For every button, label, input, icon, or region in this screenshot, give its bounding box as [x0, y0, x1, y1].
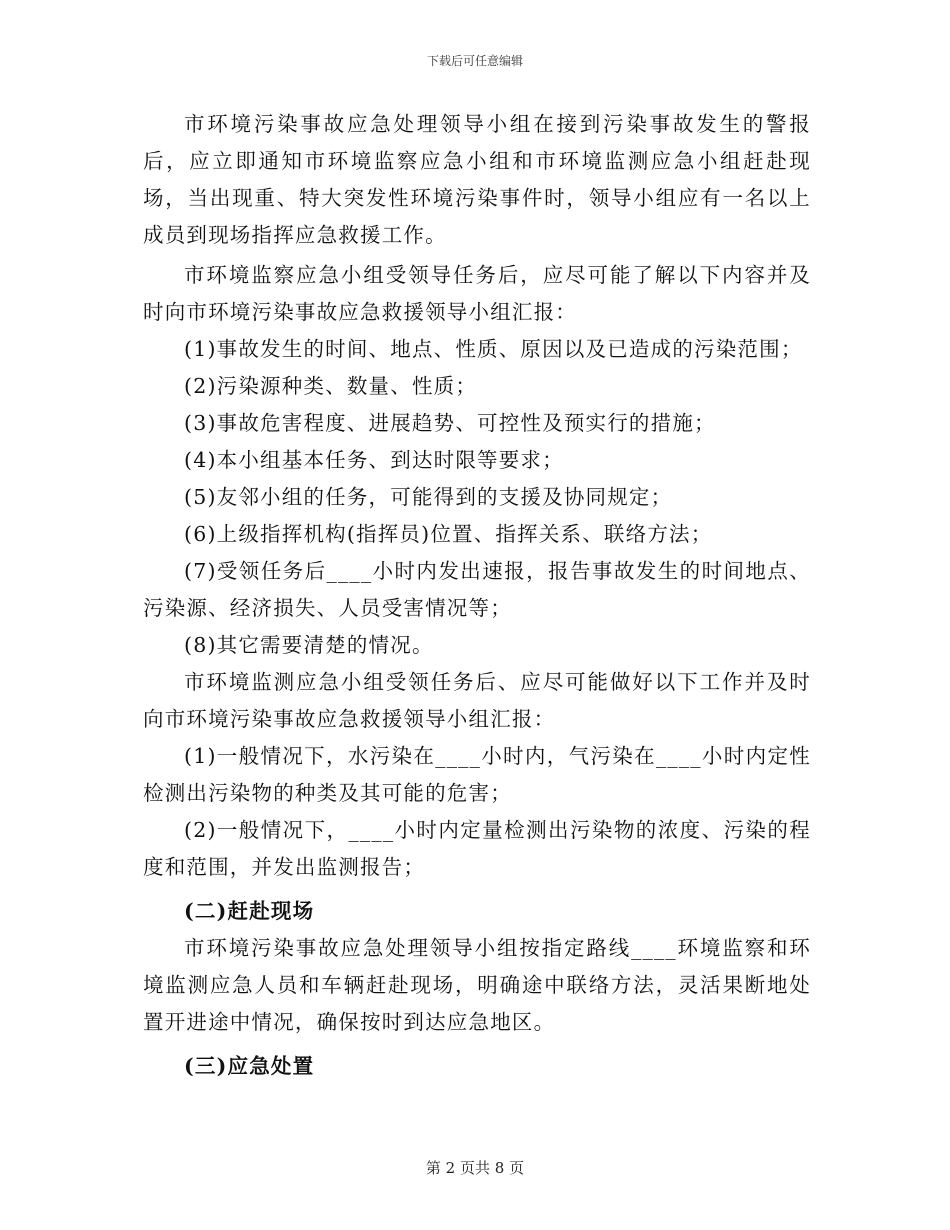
list-item: (7)受领任务后____小时内发出速报，报告事故发生的时间地点、污染源、经济损失、人员受害情况等； [143, 559, 811, 620]
paragraph-supervision-tasks: 市环境监察应急小组受领导任务后，应尽可能了解以下内容并及时向市环境污染事故应急救援领导小组汇报： [143, 263, 811, 324]
list-item: (1)一般情况下，水污染在____小时内，气污染在____小时内定性检测出污染物的种类及其可能的危害； [143, 744, 811, 805]
list-item: (3)事故危害程度、进展趋势、可控性及预实行的措施； [184, 411, 716, 435]
list-item: (5)友邻小组的任务，可能得到的支援及协同规定； [184, 485, 673, 509]
page-header: 下载后可任意编辑 [426, 54, 523, 68]
page-number: 第 2 页共 8 页 [425, 1159, 525, 1177]
list-item: (1)事故发生的时间、地点、性质、原因以及已造成的污染范围； [184, 337, 803, 361]
list-item: (8)其它需要清楚的情况。 [184, 633, 434, 657]
paragraph-monitoring-tasks: 市环境监测应急小组受领任务后、应尽可能做好以下工作并及时向市环境污染事故应急救援领导小组汇报： [143, 670, 811, 731]
paragraph-rush-to-scene: 市环境污染事故应急处理领导小组按指定路线____环境监察和环境监测应急人员和车辆赶赴现场，明确途中联络方法，灵活果断地处置开进途中情况，确保按时到达应急地区。 [143, 936, 811, 1034]
section-heading-emergency-handling: (三)应急处置 [184, 1054, 315, 1078]
list-item: (4)本小组基本任务、到达时限等要求； [184, 448, 564, 472]
section-heading-rush-to-scene: (二)赶赴现场 [184, 899, 315, 923]
list-item: (2)污染源种类、数量、性质； [184, 374, 478, 398]
list-item: (6)上级指挥机构(指挥员)位置、指挥关系、联络方法； [184, 522, 713, 546]
paragraph-notify: 市环境污染事故应急处理领导小组在接到污染事故发生的警报后，应立即通知市环境监察应急小组和市环境监测应急小组赶赴现场，当出现重、特大突发性环境污染事件时，领导小组应有一名以上成员到现场指挥应急救援工作。 [143, 112, 811, 247]
document-body [143, 106, 811, 1085]
list-item: (2)一般情况下，____小时内定量检测出污染物的浓度、污染的程度和范围，并发出监测报告； [143, 818, 811, 879]
